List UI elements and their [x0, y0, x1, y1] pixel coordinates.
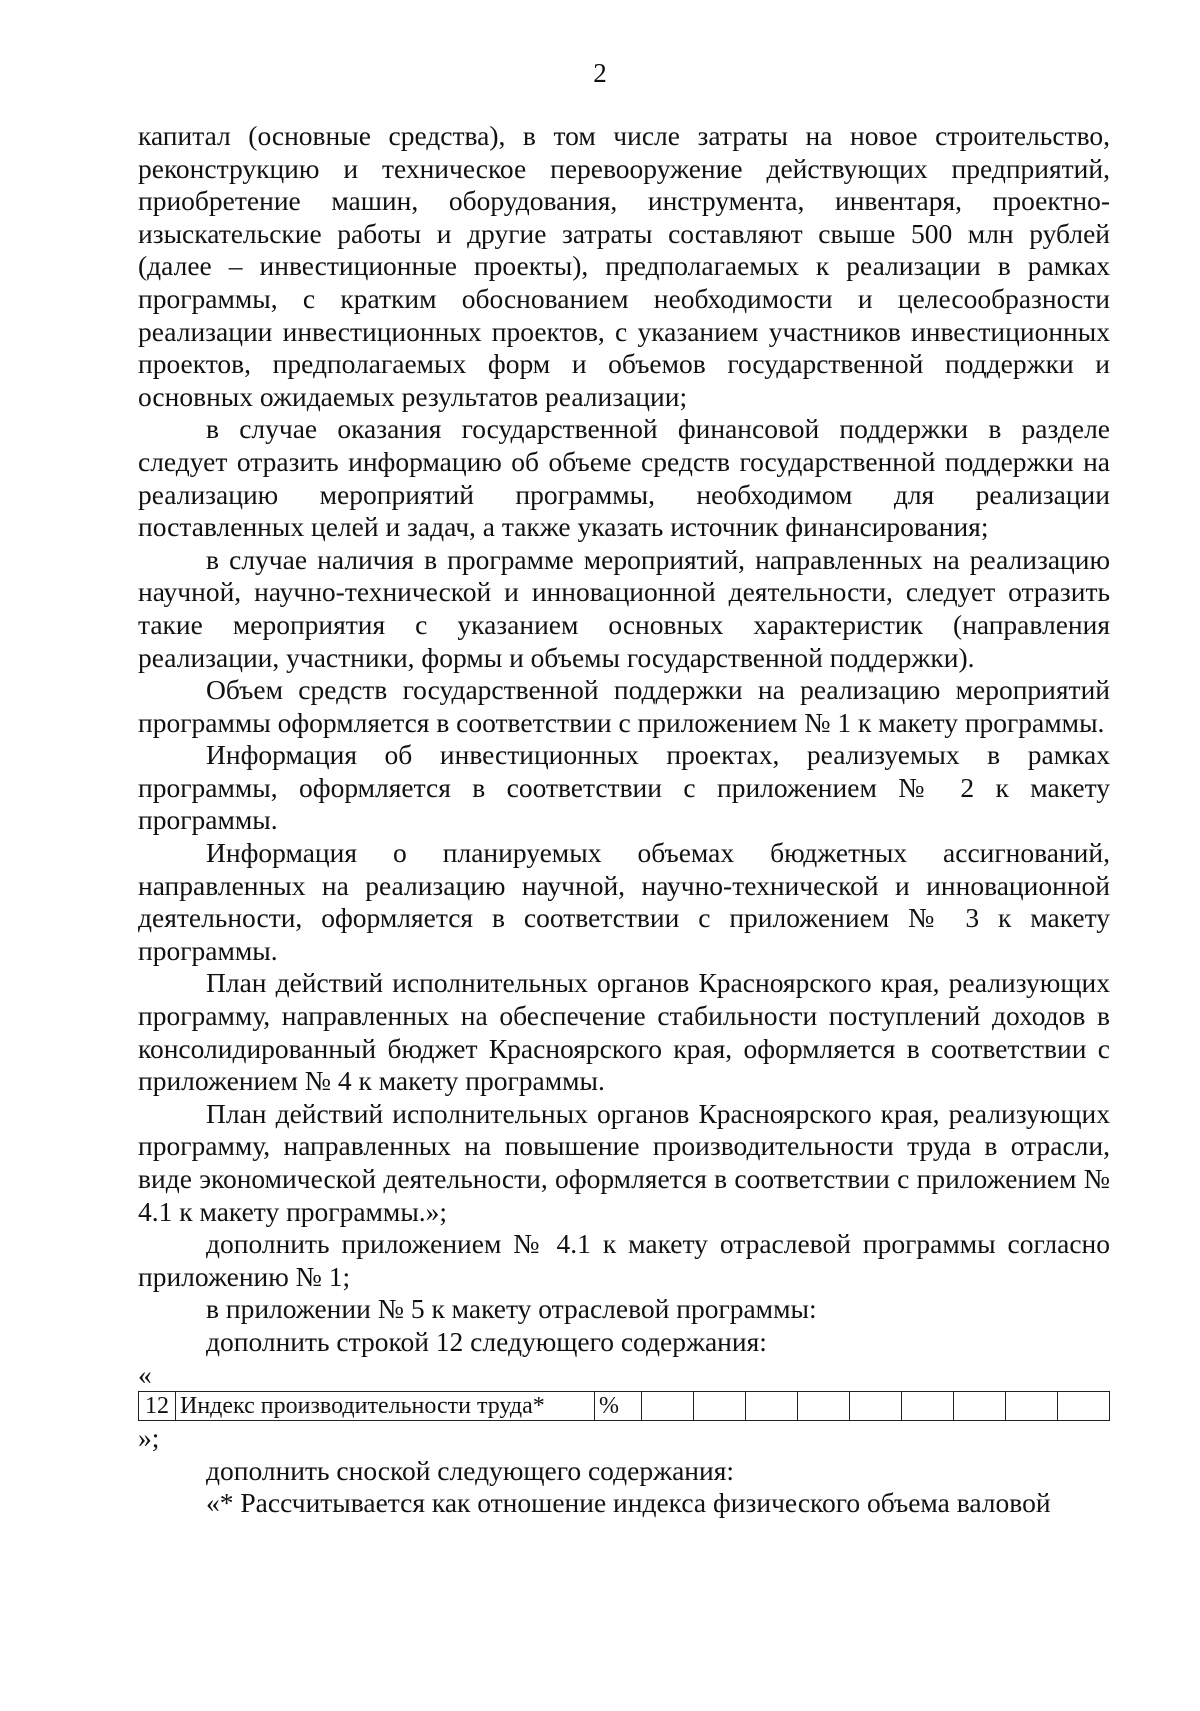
- paragraph: Информация об инвестиционных проектах, реализуемых в рамках программы, оформляется в соответствии с приложением № 2 к макету программы.: [138, 739, 1110, 836]
- paragraph: капитал (основные средства), в том числе затраты на новое строительство, реконструкцию и техническое перевооружение действующих предприятий, приобретение машин, оборудования, инструмента, инвентаря, проектно-изыскательские работы и другие затраты составляют свыше 500 млн рублей (далее – инвестиционные проекты), предполагаемых к реализации в рамках программы, с кратким обоснованием необходимости и целесообразности реализации инвестиционных проектов, с указанием участников инвестиционных проектов, предполагаемых форм и объемов государственной поддержки и основных ожидаемых результатов реализации;: [138, 120, 1110, 412]
- indicator-name-cell: Индекс производительности труда*: [176, 1391, 595, 1420]
- value-cell: [746, 1391, 798, 1420]
- paragraph: Объем средств государственной поддержки на реализацию мероприятий программы оформляется в соответствии с приложением № 1 к макету программы.: [138, 674, 1110, 738]
- closing-quote: »;: [138, 1421, 160, 1453]
- value-cell: [1006, 1391, 1058, 1420]
- value-cell: [902, 1391, 954, 1420]
- value-cell: [954, 1391, 1006, 1420]
- paragraph: в случае оказания государственной финансовой поддержки в разделе следует отразить информацию об объеме средств государственной поддержки на реализацию мероприятий программы, необходимом для реализации поставленных целей и задач, а также указать источник финансирования;: [138, 413, 1110, 543]
- value-cell: [694, 1391, 746, 1420]
- document-body: [138, 120, 1110, 1520]
- row-number-cell: 12: [139, 1391, 176, 1420]
- unit-cell: %: [595, 1391, 642, 1420]
- paragraph: дополнить приложением № 4.1 к макету отраслевой программы согласно приложению № 1;: [138, 1228, 1110, 1292]
- table-row: [139, 1391, 1110, 1420]
- value-cell: [850, 1391, 902, 1420]
- paragraph: План действий исполнительных органов Красноярского края, реализующих программу, направленных на повышение производительности труда в отрасли, виде экономической деятельности, оформляется в соответствии с приложением № 4.1 к макету программы.»;: [138, 1097, 1110, 1227]
- page-number: 2: [593, 58, 607, 88]
- paragraph: Информация о планируемых объемах бюджетных ассигнований, направленных на реализацию научной, научно-технической и инновационной деятельности, оформляется в соответствии с приложением № 3 к макету программы.: [138, 837, 1110, 966]
- paragraph: дополнить строкой 12 следующего содержания:: [206, 1325, 767, 1357]
- value-cell: [798, 1391, 850, 1420]
- value-cell: [642, 1391, 694, 1420]
- paragraph: План действий исполнительных органов Красноярского края, реализующих программу, направленных на обеспечение стабильности поступлений доходов в консолидированный бюджет Красноярского края, оформляется в соответствии с приложением № 4 к макету программы.: [138, 967, 1110, 1097]
- inserted-table-row: [138, 1391, 1110, 1421]
- value-cell: [1058, 1391, 1110, 1420]
- paragraph: в приложении № 5 к макету отраслевой программы:: [206, 1293, 817, 1325]
- opening-quote: «: [138, 1358, 152, 1390]
- paragraph: в случае наличия в программе мероприятий, направленных на реализацию научной, научно-технической и инновационной деятельности, следует отразить такие мероприятия с указанием основных характеристик (направления реализации, участники, формы и объемы государственной поддержки).: [138, 543, 1110, 673]
- paragraph: дополнить сноской следующего содержания:: [206, 1454, 735, 1486]
- paragraph: «* Рассчитывается как отношение индекса физического объема валовой: [206, 1487, 1051, 1519]
